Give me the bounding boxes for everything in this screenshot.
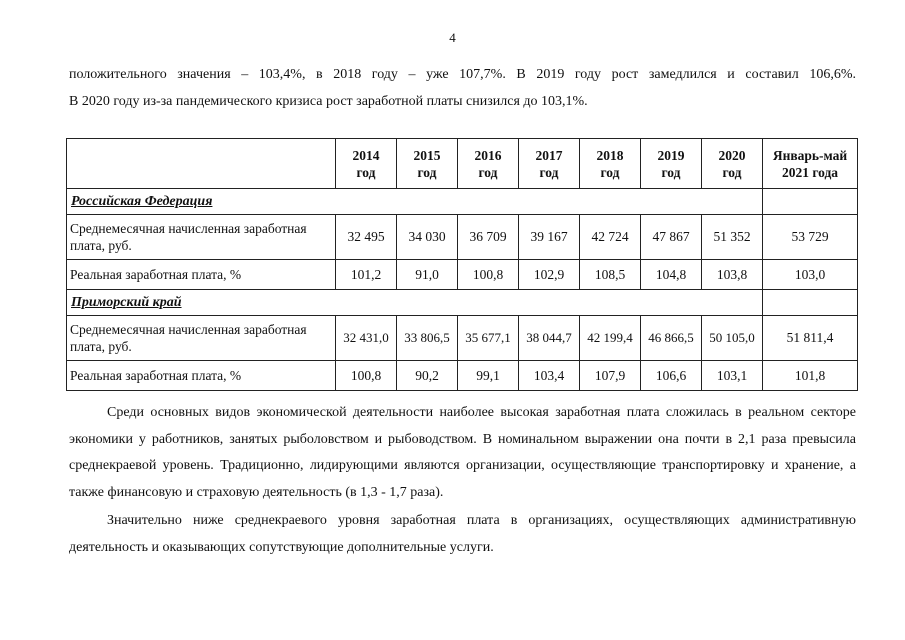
- intro-line-2: В 2020 году из-за пандемического кризиса рост заработной платы снизился до 103,1%.: [69, 93, 588, 109]
- table-cell: 51 352: [702, 215, 763, 260]
- intro-paragraph: [69, 62, 856, 115]
- table-cell: 42 724: [580, 215, 641, 260]
- table-cell: 46 866,5: [641, 316, 702, 361]
- row-label: Среднемесячная начисленная заработная плата, руб.: [67, 316, 336, 361]
- table-cell: 103,4: [519, 361, 580, 391]
- table-cell: 103,0: [763, 260, 858, 290]
- region-name: Российская Федерация: [67, 189, 763, 215]
- table-cell: 33 806,5: [397, 316, 458, 361]
- table-cell: 107,9: [580, 361, 641, 391]
- table-cell: 100,8: [336, 361, 397, 391]
- table-cell: 42 199,4: [580, 316, 641, 361]
- page-number: 4: [449, 30, 456, 45]
- table-header-row: [67, 139, 858, 189]
- table-cell: 32 495: [336, 215, 397, 260]
- header-cell: 2016 год: [458, 139, 519, 189]
- row-label: Реальная заработная плата, %: [67, 260, 336, 290]
- table-cell: 101,2: [336, 260, 397, 290]
- table-cell: 53 729: [763, 215, 858, 260]
- table-cell: 99,1: [458, 361, 519, 391]
- region-row: [67, 290, 858, 316]
- header-cell: 2018 год: [580, 139, 641, 189]
- table-cell: 38 044,7: [519, 316, 580, 361]
- table-row: [67, 316, 858, 361]
- body-paragraph-2: Среди основных видов экономической деятельности наиболее высокая заработная плата сложилась в реальном секторе экономики у работников, занятых рыболовством и рыбоводством. В номинальном выражении она почти в 2,1 раза превысила среднекраевой уровень. Традиционно, лидирующими являются организации, осуществляющие транспортировку и хранение, а также финансовую и страховую деятельность (в 1,3 - 1,7 раза).: [69, 405, 856, 500]
- table-cell: 102,9: [519, 260, 580, 290]
- header-cell: Январь-май 2021 года: [763, 139, 858, 189]
- header-cell: 2020 год: [702, 139, 763, 189]
- table-cell: 32 431,0: [336, 316, 397, 361]
- header-cell: 2017 год: [519, 139, 580, 189]
- intro-line-1: положительного значения – 103,4%, в 2018 году – уже 107,7%. В 2019 году рост замедлился и составил 106,6%.: [69, 67, 856, 82]
- row-label: Реальная заработная плата, %: [67, 361, 336, 391]
- region-row: [67, 189, 858, 215]
- header-cell: 2014 год: [336, 139, 397, 189]
- table-cell: 101,8: [763, 361, 858, 391]
- table-cell: 103,8: [702, 260, 763, 290]
- table-cell: 36 709: [458, 215, 519, 260]
- row-label: Среднемесячная начисленная заработная плата, руб.: [67, 215, 336, 260]
- body-paragraph-3: Значительно ниже среднекраевого уровня заработная плата в организациях, осуществляющих административную деятельность и оказывающих сопутствующие дополнительные услуги.: [69, 513, 856, 555]
- table-cell: 103,1: [702, 361, 763, 391]
- table-cell: 51 811,4: [763, 316, 858, 361]
- table-cell: 34 030: [397, 215, 458, 260]
- header-cell: 2015 год: [397, 139, 458, 189]
- table-cell: 100,8: [458, 260, 519, 290]
- table-cell: 50 105,0: [702, 316, 763, 361]
- table-row: [67, 260, 858, 290]
- table-cell: 47 867: [641, 215, 702, 260]
- region-empty-cell: [763, 290, 858, 316]
- table-cell: 104,8: [641, 260, 702, 290]
- header-cell: 2019 год: [641, 139, 702, 189]
- wage-table: [66, 138, 858, 391]
- table-cell: 35 677,1: [458, 316, 519, 361]
- table-cell: 91,0: [397, 260, 458, 290]
- table-row: [67, 361, 858, 391]
- region-name: Приморский край: [67, 290, 763, 316]
- table-cell: 39 167: [519, 215, 580, 260]
- table-row: [67, 215, 858, 260]
- region-empty-cell: [763, 189, 858, 215]
- header-empty-cell: [67, 139, 336, 189]
- table-cell: 90,2: [397, 361, 458, 391]
- table-cell: 106,6: [641, 361, 702, 391]
- table-cell: 108,5: [580, 260, 641, 290]
